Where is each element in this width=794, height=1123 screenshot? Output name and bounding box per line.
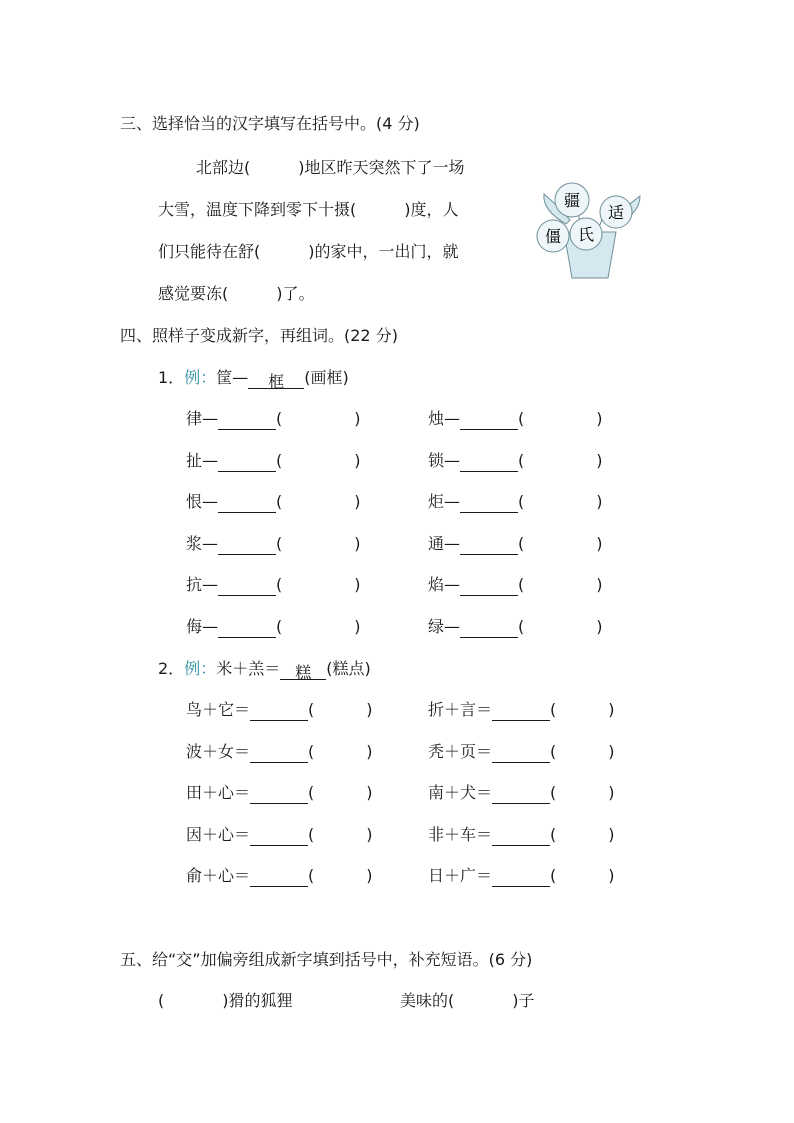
part1-example-label: 例： <box>184 368 217 387</box>
character-prompt: 秃＋页＝ <box>428 741 493 761</box>
answer-blank[interactable] <box>460 578 518 596</box>
answer-blank[interactable] <box>250 703 308 721</box>
paren-open: ( <box>308 783 315 803</box>
answer-blank[interactable] <box>250 786 308 804</box>
paren-close: ) <box>354 575 361 595</box>
answer-blank[interactable] <box>492 869 550 887</box>
flower-4 <box>570 218 602 250</box>
phrase-2-rest: )子 <box>512 991 535 1010</box>
paren-close: ) <box>596 450 603 470</box>
answer-blank[interactable] <box>250 745 308 763</box>
character-prompt: 焰— <box>428 575 461 595</box>
part2-left-row <box>186 865 373 887</box>
flower-2 <box>600 196 632 228</box>
paren-close: ) <box>366 700 373 719</box>
paren-open: ( <box>518 450 525 470</box>
flower-pot-illustration <box>536 180 646 280</box>
paren-open: ( <box>276 617 283 636</box>
paren-close: ) <box>596 533 603 553</box>
answer-blank[interactable] <box>250 869 308 887</box>
flower-3 <box>537 220 569 252</box>
part2-example-answer: 糕 <box>280 662 326 680</box>
answer-blank[interactable] <box>218 454 276 472</box>
part2-left-row <box>186 824 373 846</box>
part2-example-label: 例： <box>184 659 217 678</box>
character-prompt: 恨— <box>186 492 219 512</box>
character-prompt: 鸟＋它＝ <box>186 700 251 719</box>
paren-open: ( <box>550 783 557 803</box>
character-prompt: 浆— <box>186 533 219 553</box>
character-prompt: 折＋言＝ <box>428 700 493 719</box>
paren-open: ( <box>550 741 557 761</box>
part2-example <box>158 658 371 680</box>
paren-close: ) <box>366 741 373 761</box>
answer-blank[interactable] <box>460 495 518 513</box>
part1-right-row <box>428 408 603 430</box>
paren-close: ) <box>608 824 615 844</box>
part2-left-row <box>186 782 373 804</box>
part1-right-row <box>428 616 603 638</box>
flower-char-2: 适 <box>607 203 625 222</box>
flower-char-3: 僵 <box>544 227 562 246</box>
section4-title: 四、照样子变成新字，再组词。(22 分) <box>120 326 398 345</box>
paren-open: ( <box>550 866 557 886</box>
passage-line-2: 大雪，温度下降到零下十摄( )度，人 <box>158 200 459 219</box>
character-prompt: 田＋心＝ <box>186 783 251 803</box>
part1-number: 1． <box>158 368 185 387</box>
answer-blank[interactable] <box>492 745 550 763</box>
section3-title: 三、选择恰当的汉字填写在括号中。(4 分) <box>120 114 420 133</box>
character-prompt: 绿— <box>428 617 461 636</box>
paren-open: ( <box>276 409 283 428</box>
part2-left-row <box>186 741 373 763</box>
part1-right-row <box>428 574 603 596</box>
section5-title: 五、给“交”加偏旁组成新字填到括号中，补充短语。(6 分) <box>120 950 533 969</box>
part2-right-row <box>428 824 615 846</box>
paren-close: ) <box>354 617 361 636</box>
flower-char-4: 氏 <box>577 225 595 244</box>
part1-example-left: 筐— <box>216 368 249 387</box>
answer-blank[interactable] <box>460 454 518 472</box>
paren-open: ( <box>518 492 525 512</box>
paren-close: ) <box>366 783 373 803</box>
passage-line-4: 感觉要冻( )了。 <box>158 284 315 303</box>
paren-close: ) <box>354 492 361 512</box>
answer-blank[interactable] <box>460 412 518 430</box>
flower-char-1: 疆 <box>563 191 581 210</box>
passage-line-1: 北部边( )地区昨天突然下了一场 <box>196 158 465 177</box>
character-prompt: 因＋心＝ <box>186 824 251 844</box>
part1-example <box>158 367 349 389</box>
character-prompt: 锁— <box>428 450 461 470</box>
character-prompt: 炬— <box>428 492 461 512</box>
part1-left-row <box>186 616 361 638</box>
character-prompt: 俞＋心＝ <box>186 866 251 886</box>
paren-close: ) <box>354 533 361 553</box>
part2-right-row <box>428 741 615 763</box>
answer-blank[interactable] <box>460 537 518 555</box>
paren-open: ( <box>276 533 283 553</box>
part1-example-answer: 框 <box>248 371 304 389</box>
paren-close: ) <box>366 824 373 844</box>
passage-line-3: 们只能待在舒( )的家中，一出门，就 <box>158 242 459 261</box>
part1-left-row <box>186 408 361 430</box>
part1-right-row <box>428 450 603 472</box>
paren-open: ( <box>308 824 315 844</box>
paren-open: ( <box>550 700 557 719</box>
character-prompt: 日＋广＝ <box>428 866 493 886</box>
answer-blank[interactable] <box>492 828 550 846</box>
part2-example-word: (糕点) <box>326 659 371 678</box>
paren-open: ( <box>518 409 525 428</box>
character-prompt: 通— <box>428 533 461 553</box>
part2-right-row <box>428 782 615 804</box>
part1-left-row <box>186 574 361 596</box>
paren-close: ) <box>366 866 373 886</box>
paren-open: ( <box>308 866 315 886</box>
paren-open: ( <box>518 617 525 636</box>
phrase-1 <box>158 990 293 1012</box>
answer-blank[interactable] <box>460 620 518 638</box>
answer-blank[interactable] <box>218 495 276 513</box>
part1-left-row <box>186 491 361 513</box>
paren-close: ) <box>596 617 603 636</box>
part1-example-word: (画框) <box>304 368 349 387</box>
paren-open: ( <box>518 575 525 595</box>
paren-open: ( <box>550 824 557 844</box>
paren-close: ) <box>354 450 361 470</box>
flower-1 <box>555 183 589 217</box>
paren-close: ) <box>596 575 603 595</box>
answer-blank[interactable] <box>492 703 550 721</box>
phrase-1-rest: )猾的狐狸 <box>222 991 293 1010</box>
character-prompt: 波＋女＝ <box>186 741 251 761</box>
paren-open: ( <box>518 533 525 553</box>
phrase-1-open: ( <box>158 991 165 1010</box>
paren-open: ( <box>276 450 283 470</box>
answer-blank[interactable] <box>218 578 276 596</box>
part2-number: 2． <box>158 659 185 678</box>
paren-close: ) <box>608 741 615 761</box>
part2-right-row <box>428 699 615 721</box>
answer-blank[interactable] <box>492 786 550 804</box>
answer-blank[interactable] <box>218 537 276 555</box>
character-prompt: 烛— <box>428 409 461 428</box>
answer-blank[interactable] <box>218 412 276 430</box>
character-prompt: 非＋车＝ <box>428 824 493 844</box>
paren-open: ( <box>276 492 283 512</box>
character-prompt: 扯— <box>186 450 219 470</box>
paren-open: ( <box>276 575 283 595</box>
part1-left-row <box>186 533 361 555</box>
phrase-2 <box>400 990 535 1012</box>
phrase-2-open: 美味的( <box>400 991 455 1010</box>
answer-blank[interactable] <box>218 620 276 638</box>
paren-close: ) <box>354 409 361 428</box>
part1-left-row <box>186 450 361 472</box>
part1-right-row <box>428 533 603 555</box>
paren-close: ) <box>608 700 615 719</box>
part2-right-row <box>428 865 615 887</box>
character-prompt: 侮— <box>186 617 219 636</box>
part1-right-row <box>428 491 603 513</box>
answer-blank[interactable] <box>250 828 308 846</box>
part2-example-left: 米＋羔＝ <box>216 659 281 678</box>
character-prompt: 抗— <box>186 575 219 595</box>
paren-close: ) <box>608 783 615 803</box>
paren-open: ( <box>308 741 315 761</box>
paren-close: ) <box>608 866 615 886</box>
paren-open: ( <box>308 700 315 719</box>
part2-left-row <box>186 699 373 721</box>
character-prompt: 律— <box>186 409 219 428</box>
character-prompt: 南＋犬＝ <box>428 783 493 803</box>
paren-close: ) <box>596 409 603 428</box>
paren-close: ) <box>596 492 603 512</box>
